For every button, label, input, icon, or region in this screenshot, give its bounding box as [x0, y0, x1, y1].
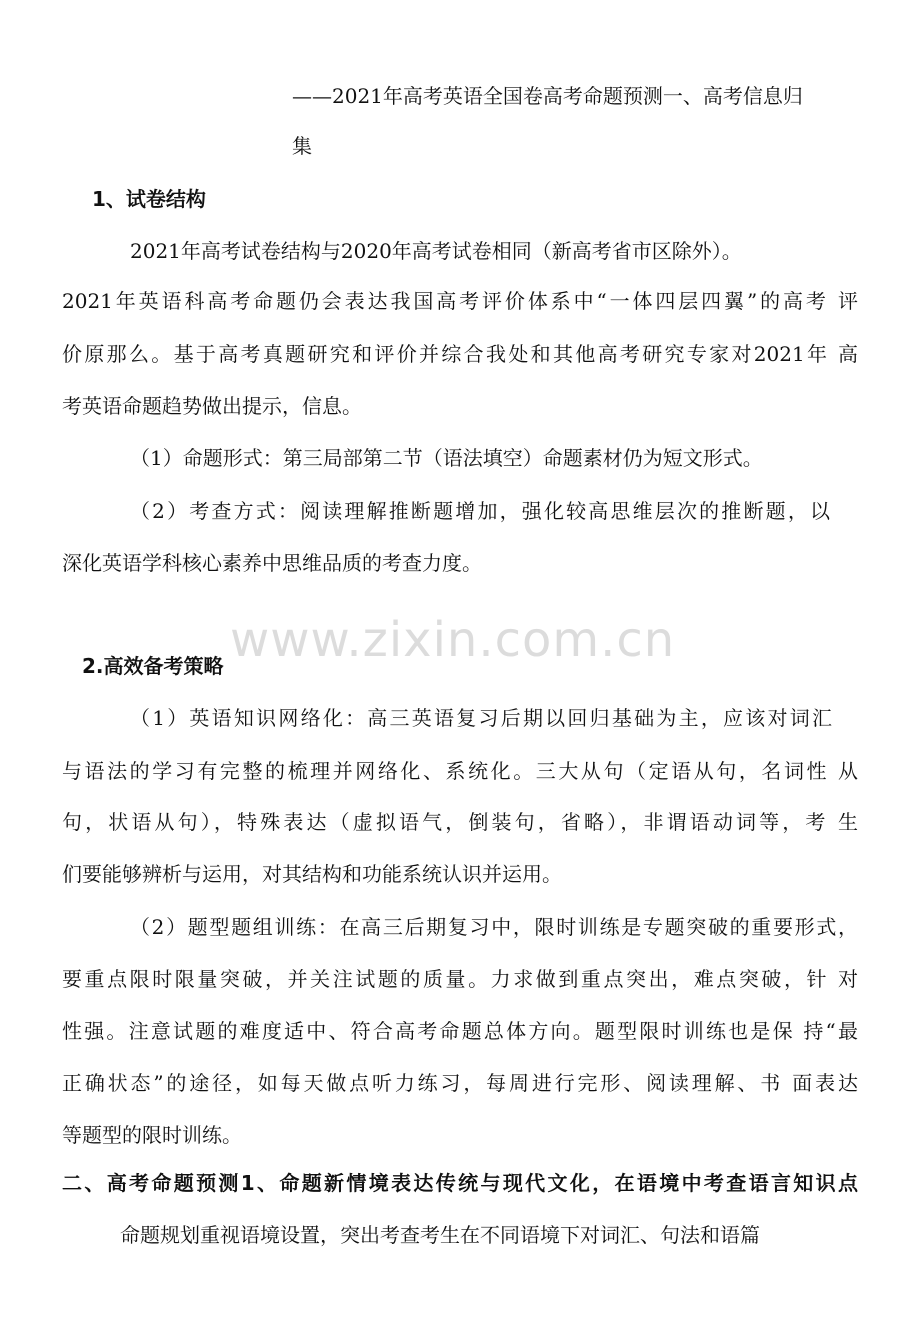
section2-item-2-line: 正确状态”的途径，如每天做点听力练习，每周进行完形、阅读理解、书 面表达: [62, 1071, 858, 1095]
part2-paragraph-1: 命题规划重视语境设置，突出考查考生在不同语境下对词汇、句法和语篇: [120, 1223, 760, 1247]
section1-heading: 1、试卷结构: [92, 187, 206, 211]
subtitle-line-1: ——2021年高考英语全国卷高考命题预测一、高考信息归: [292, 84, 803, 108]
section2-item-2-line: 性强。注意试题的难度适中、符合高考命题总体方向。题型限时训练也是保 持“最: [62, 1019, 858, 1043]
watermark: www.zixin.com.cn: [230, 612, 676, 668]
section2-item-1-line: 与语法的学习有完整的梳理并网络化、系统化。三大从句（定语从句，名词性 从: [62, 759, 858, 783]
section1-paragraph-2-line: 2021年英语科高考命题仍会表达我国高考评价体系中“一体四层四翼”的高考 评: [62, 289, 858, 313]
section1-paragraph-2-line: 价原那么。基于高考真题研究和评价并综合我处和其他高考研究专家对2021年 高: [62, 342, 858, 366]
section1-paragraph-2-line: 考英语命题趋势做出提示，信息。: [62, 394, 362, 418]
section2-item-1-line: （1）英语知识网络化：高三英语复习后期以回归基础为主，应该对词汇: [130, 706, 832, 730]
section1-item-2-line: （2）考查方式：阅读理解推断题增加，强化较高思维层次的推断题，以: [130, 499, 830, 523]
section1-item-2-line: 深化英语学科核心素养中思维品质的考查力度。: [62, 551, 482, 575]
part2-heading: 二、高考命题预测1、命题新情境表达传统与现代文化，在语境中考查语言知识点: [62, 1171, 858, 1195]
section2-heading: 2.高效备考策略: [82, 654, 224, 678]
section2-item-2-line: 要重点限时限量突破，并关注试题的质量。力求做到重点突出，难点突破，针 对: [62, 967, 858, 991]
subtitle-line-2: 集: [292, 134, 312, 158]
section1-paragraph-1: 2021年高考试卷结构与2020年高考试卷相同（新高考省市区除外）。: [130, 239, 742, 263]
section2-item-1-line: 句，状语从句），特殊表达（虚拟语气，倒装句，省略），非谓语动词等，考 生: [62, 810, 858, 834]
section1-item-1: （1）命题形式：第三局部第二节（语法填空）命题素材仍为短文形式。: [130, 446, 763, 470]
section2-item-1-line: 们要能够辨析与运用，对其结构和功能系统认识并运用。: [62, 862, 562, 886]
section2-item-2-line: （2）题型题组训练：在高三后期复习中，限时训练是专题突破的重要形式，: [130, 915, 858, 939]
section2-item-2-line: 等题型的限时训练。: [62, 1123, 242, 1147]
